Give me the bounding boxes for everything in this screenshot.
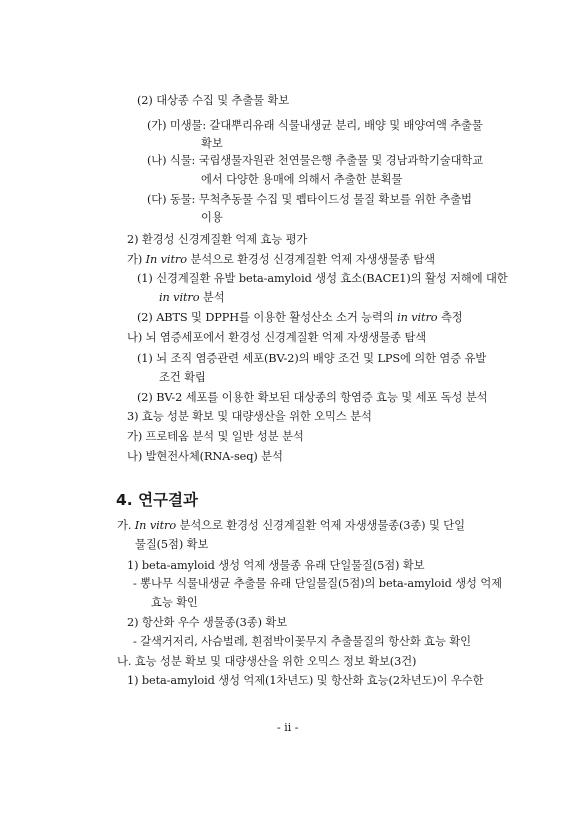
text-line: 1) beta-amyloid 생성 억제 생물종 유래 단일물질(5점) 확보 — [127, 559, 425, 572]
text-segment: 가. — [117, 519, 135, 532]
text-line: (1) 뇌 조직 염증관련 세포(BV-2)의 배양 조건 및 LPS에 의한 염증 유발 — [137, 352, 487, 365]
text-line: 2) 항산화 우수 생물종(3종) 확보 — [127, 616, 288, 629]
section-heading: 4. 연구결과 — [116, 491, 198, 509]
text-line: (가) 미생물: 갈대뿌리유래 식물내생균 분리, 배양 및 배양여액 추출물 — [147, 119, 483, 132]
text-segment: 측정 — [437, 311, 463, 324]
page-number: - ii - — [277, 721, 299, 734]
text-line: 나. 효능 성분 확보 및 대량생산을 위한 오믹스 정보 확보(3건) — [117, 655, 417, 668]
text-line — [159, 290, 225, 306]
text-line — [117, 518, 465, 534]
text-segment: (2) ABTS 및 DPPH를 이용한 활성산소 소거 능력의 — [137, 311, 398, 324]
text-segment: 분석으로 환경성 신경계질환 억제 자생생물종(3종) 및 단일 — [176, 519, 465, 532]
text-line: - 뽕나무 식물내생균 추출물 유래 단일물질(5점)의 beta-amyloid 생성 억제 — [133, 577, 502, 590]
text-segment: 분석으로 환경성 신경계질환 억제 자생생물종 탐색 — [186, 253, 435, 266]
text-line: (1) 신경계질환 유발 beta-amyloid 생성 효소(BACE1)의 활성 저해에 대한 — [137, 272, 508, 285]
text-line — [127, 252, 435, 268]
text-line: 조건 확립 — [159, 371, 206, 384]
text-line: 2) 환경성 신경계질환 억제 효능 평가 — [127, 233, 308, 246]
text-segment: 가) — [127, 253, 146, 266]
text-line: (2) BV-2 세포를 이용한 확보된 대상종의 항염증 효능 및 세포 독성 분석 — [137, 391, 488, 404]
text-line: - 갈색거저리, 사슴벌레, 흰점박이꽃무지 추출물질의 항산화 효능 확인 — [133, 635, 471, 648]
italic-term: In vitro — [145, 253, 187, 266]
italic-term: in vitro — [159, 291, 200, 304]
text-line: 나) 발현전사체(RNA-seq) 분석 — [127, 450, 283, 463]
text-line: 확보 — [201, 137, 223, 150]
text-line: 1) beta-amyloid 생성 억제(1차년도) 및 항산화 효능(2차년도)이 우수한 — [127, 674, 484, 687]
text-line: 효능 확인 — [151, 596, 198, 609]
text-line: 3) 효능 성분 확보 및 대량생산을 위한 오믹스 분석 — [127, 410, 372, 423]
italic-term: in vitro — [397, 311, 438, 324]
text-line: (다) 동물: 무척추동물 수집 및 펩타이드성 물질 확보를 위한 추출법 — [147, 193, 472, 206]
italic-term: In vitro — [134, 519, 177, 532]
text-line: (나) 식물: 국립생물자원관 천연물은행 추출물 및 경남과학기술대학교 — [147, 154, 484, 167]
text-line: 물질(5점) 확보 — [135, 538, 209, 551]
text-line — [137, 310, 463, 326]
text-segment: 분석 — [199, 291, 225, 304]
text-line: 나) 뇌 염증세포에서 환경성 신경계질환 억제 자생생물종 탐색 — [127, 331, 427, 344]
text-line: 에서 다양한 용매에 의해서 추출한 분획물 — [201, 173, 403, 186]
text-line: 가) 프로테옴 분석 및 일반 성분 분석 — [127, 430, 304, 443]
text-line: (2) 대상종 수집 및 추출물 확보 — [137, 94, 290, 107]
text-line: 이용 — [201, 211, 223, 224]
